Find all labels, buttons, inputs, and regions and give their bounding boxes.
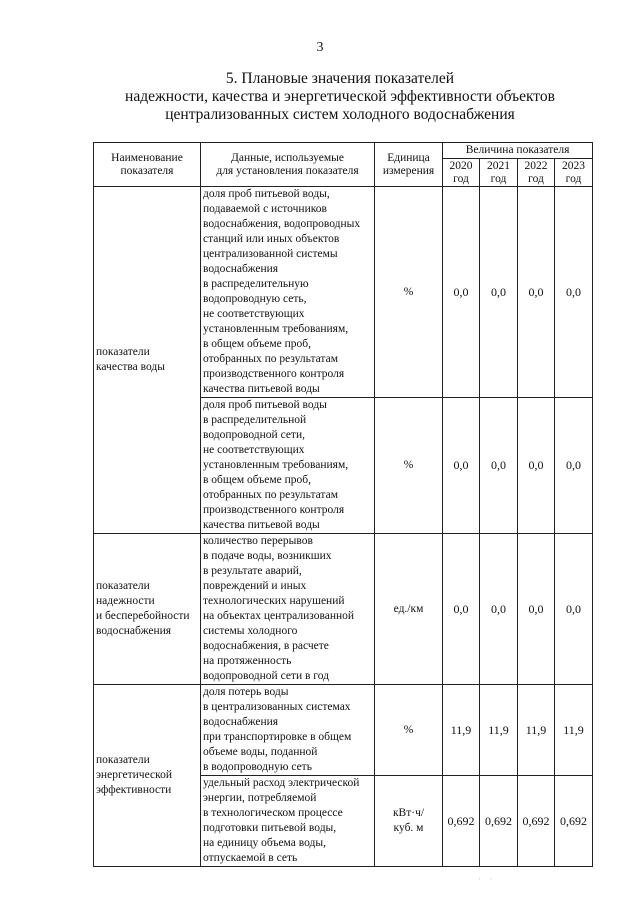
unit-cell xyxy=(375,398,443,534)
text-line: объеме воды, поданной xyxy=(203,746,318,758)
value-cell-2023: 0,0 xyxy=(555,534,593,685)
text-line: технологических нарушений xyxy=(203,595,345,607)
value-cell-2022: 0,692 xyxy=(518,776,555,867)
text-line: не соответствующих xyxy=(203,308,305,320)
value-cell-2021: 0,0 xyxy=(480,398,518,534)
text-line: % xyxy=(403,459,414,471)
heading-line-3: централизованных систем холодного водоснабжения xyxy=(165,106,515,123)
header-value-group: Величина показателя xyxy=(443,143,593,159)
value-cell-2021: 0,0 xyxy=(480,187,518,398)
text-line: повреждений и иных xyxy=(203,580,307,592)
value-cell-2022: 11,9 xyxy=(518,685,555,776)
indicator-description xyxy=(201,398,375,534)
text-line: эффективности xyxy=(96,784,172,796)
value-cell-2020: 0,0 xyxy=(443,187,480,398)
indicator-group-name xyxy=(94,187,201,534)
text-line: % xyxy=(403,285,414,298)
table-body xyxy=(94,187,593,867)
text-line: качества питьевой воды xyxy=(203,519,320,531)
text-line: подготовки питьевой воды, xyxy=(203,822,337,834)
value-cell-2023: 0,0 xyxy=(555,187,593,398)
text-line: показатели xyxy=(96,346,150,358)
indicator-group-name xyxy=(94,534,201,685)
header-year-2022: 2022 год xyxy=(518,159,555,187)
text-line: в подаче воды, возникших xyxy=(203,550,332,562)
value-cell-2022: 0,0 xyxy=(518,398,555,534)
text-line: энергетической xyxy=(96,769,172,781)
text-line: на единицу объема воды, xyxy=(203,837,326,849)
text-line: установленным требованиям, xyxy=(203,459,349,471)
text-line: централизованной системы xyxy=(203,248,338,260)
value-cell-2020: 11,9 xyxy=(443,685,480,776)
value-cell-2020: 0,692 xyxy=(443,776,480,867)
text-line: в водопроводную сеть xyxy=(203,761,312,773)
header-year-2021: 2021 год xyxy=(480,159,518,187)
value-cell-2023: 0,692 xyxy=(555,776,593,867)
text-line: водоснабжения xyxy=(203,263,279,275)
header-source-data: Данные, используемые для установления показателя xyxy=(201,143,375,187)
text-line: водопроводной сети в год xyxy=(203,670,329,682)
text-line: показатели xyxy=(96,754,150,766)
text-line: водоснабжения, в расчете xyxy=(203,640,329,652)
text-line: производственного контроля xyxy=(203,504,345,516)
unit-cell xyxy=(375,685,443,776)
text-line: и бесперебойности xyxy=(96,610,190,622)
unit-cell xyxy=(375,187,443,398)
value-cell-2023: 11,9 xyxy=(555,685,593,776)
header-unit: Единица измерения xyxy=(375,143,443,187)
header-year-2023: 2023 год xyxy=(555,159,593,187)
text-line: в общем объеме проб, xyxy=(203,338,312,350)
text-line: на протяженность xyxy=(203,655,292,667)
text-line: в распределительной xyxy=(203,414,307,426)
text-line: качества питьевой воды xyxy=(203,383,320,395)
value-cell-2021: 0,0 xyxy=(480,534,518,685)
document-heading xyxy=(100,70,580,124)
header-indicator-name: Наименование показателя xyxy=(94,143,201,187)
value-cell-2021: 11,9 xyxy=(480,685,518,776)
text-line: % xyxy=(403,723,414,736)
value-cell-2020: 0,0 xyxy=(443,534,480,685)
indicator-description xyxy=(201,534,375,685)
table-row xyxy=(94,187,593,398)
text-line: доля проб питьевой воды, xyxy=(203,188,330,200)
text-line: надежности xyxy=(96,595,155,607)
text-line: показатели xyxy=(96,580,150,592)
text-line: в распределительную xyxy=(203,278,309,290)
text-line: водоснабжения xyxy=(96,625,172,637)
text-line: станций или иных объектов xyxy=(203,233,340,245)
value-cell-2022: 0,0 xyxy=(518,534,555,685)
text-line: кВт·ч/ xyxy=(392,807,425,819)
text-line: водоснабжения, водопроводных xyxy=(203,218,361,230)
text-line: качества воды xyxy=(96,361,165,373)
page-number: 3 xyxy=(316,40,324,55)
text-line: водоснабжения xyxy=(203,716,279,728)
text-line: в технологическом процессе xyxy=(203,807,343,819)
text-line: водопроводной сети, xyxy=(203,429,305,441)
text-line: отобранных по результатам xyxy=(203,489,338,501)
value-cell-2020: 0,0 xyxy=(443,398,480,534)
table-row xyxy=(94,685,593,776)
unit-cell xyxy=(375,534,443,685)
text-line: на объектах централизованной xyxy=(203,610,355,622)
text-line: системы холодного xyxy=(203,625,298,637)
text-line: доля потерь воды xyxy=(203,686,289,698)
value-cell-2023: 0,0 xyxy=(555,398,593,534)
unit-cell xyxy=(375,776,443,867)
text-line: куб. м xyxy=(393,822,424,834)
indicators-table xyxy=(93,142,593,867)
indicator-description xyxy=(201,187,375,398)
indicator-group-name xyxy=(94,685,201,867)
text-line: энергии, потребляемой xyxy=(203,792,317,804)
value-cell-2021: 0,692 xyxy=(480,776,518,867)
text-line: в общем объеме проб, xyxy=(203,474,312,486)
text-line: не соответствующих xyxy=(203,444,305,456)
text-line: количество перерывов xyxy=(203,535,313,547)
text-line: удельный расход электрической xyxy=(203,777,360,789)
value-cell-2022: 0,0 xyxy=(518,187,555,398)
indicator-description xyxy=(201,776,375,867)
indicator-description xyxy=(201,685,375,776)
text-line: в результате аварий, xyxy=(203,565,302,577)
text-line: ед./км xyxy=(393,602,424,615)
scan-artifact: · · xyxy=(478,874,496,884)
heading-line-1: 5. Плановые значения показателей xyxy=(225,70,455,87)
header-year-2020: 2020 год xyxy=(443,159,480,187)
text-line: водопроводную сеть, xyxy=(203,293,307,305)
table-row xyxy=(94,534,593,685)
text-line: отобранных по результатам xyxy=(203,353,338,365)
text-line: подаваемой с источников xyxy=(203,203,327,215)
text-line: отпускаемой в сеть xyxy=(203,852,298,864)
heading-line-2: надежности, качества и энергетической эффективности объектов xyxy=(125,88,555,105)
text-line: доля проб питьевой воды xyxy=(203,399,327,411)
text-line: установленным требованиям, xyxy=(203,323,349,335)
text-line: производственного контроля xyxy=(203,368,345,380)
text-line: в централизованных системах xyxy=(203,701,351,713)
text-line: при транспортировке в общем xyxy=(203,731,352,743)
